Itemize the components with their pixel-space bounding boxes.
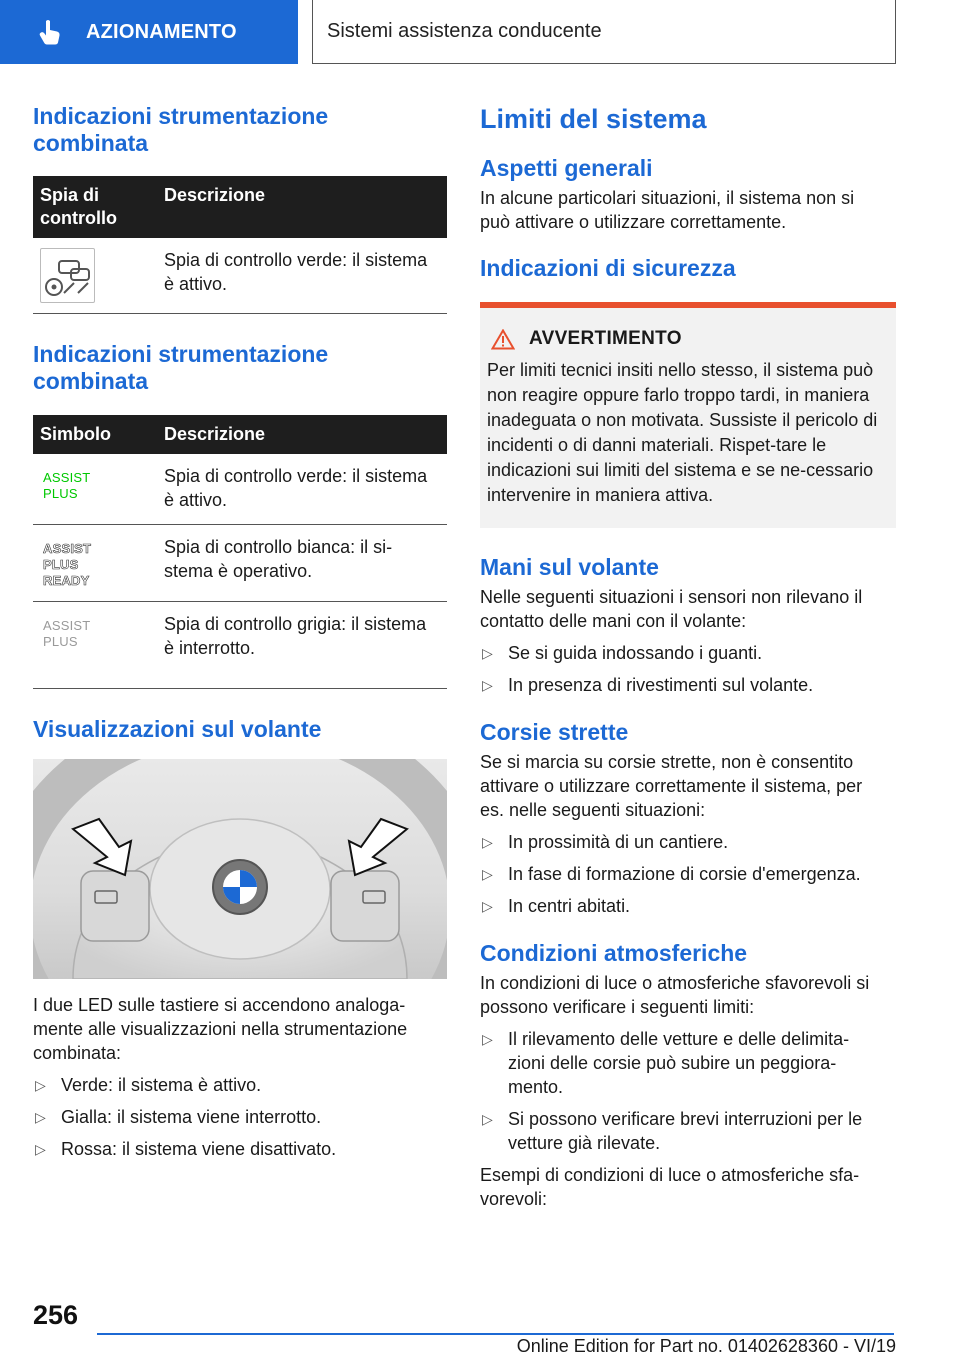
warning-triangle-icon — [491, 329, 515, 350]
assist-plus-green-icon: ASSIST PLUS — [43, 470, 91, 501]
triangle-bullet-icon: ▷ — [482, 1111, 493, 1127]
list-item: ▷ Verde: il sistema è attivo. — [35, 1075, 262, 1095]
list-item: ▷ Il rilevamento delle vetture e delle delimita-zioni delle corsie può subire un peggiora-mento. — [482, 1029, 850, 1097]
heading-visualizzazioni: Visualizzazioni sul volante — [33, 716, 322, 742]
heading-indicazioni-1: Indicazioni strumentazione combinata — [33, 103, 329, 156]
triangle-bullet-icon: ▷ — [482, 898, 493, 914]
table-cell — [33, 602, 157, 689]
heading-aspetti: Aspetti generali — [480, 155, 653, 181]
table-header: Descrizione — [157, 415, 447, 454]
table-row — [33, 602, 447, 689]
triangle-bullet-icon: ▷ — [482, 677, 493, 693]
table-header: Spia di controllo — [33, 176, 157, 238]
list-item: ▷ In centri abitati. — [482, 896, 631, 916]
table-cell: Spia di controllo verde: il sistema è attivo. — [157, 454, 447, 525]
table-cell — [33, 525, 157, 602]
triangle-bullet-icon: ▷ — [482, 834, 493, 850]
indicator-table-2 — [33, 415, 447, 689]
assist-plus-grey-icon: ASSIST PLUS — [43, 618, 91, 649]
table-cell: Spia di controllo grigia: il sistema è interrotto. — [157, 602, 447, 689]
table-cell: Spia di controllo verde: il sistema è attivo. — [157, 238, 447, 314]
table-row — [33, 454, 447, 525]
section-header — [312, 0, 896, 64]
mani-text: Nelle seguenti situazioni i sensori non rilevano il contatto delle mani con il volante: — [480, 587, 863, 631]
heading-condizioni: Condizioni atmosferiche — [480, 940, 748, 966]
list-item: ▷ Gialla: il sistema viene interrotto. — [35, 1107, 322, 1127]
indicator-table-1 — [33, 176, 447, 314]
corsie-text: Se si marcia su corsie strette, non è consentito attivare o utilizzare correttamente il sistema, per es. nelle seguenti situazioni: — [480, 752, 863, 820]
triangle-bullet-icon: ▷ — [35, 1109, 46, 1125]
list-item: ▷ Rossa: il sistema viene disattivato. — [35, 1139, 337, 1159]
heading-mani: Mani sul volante — [480, 554, 659, 580]
list-item: ▷ Se si guida indossando i guanti. — [482, 643, 763, 663]
list-item: ▷ In fase di formazione di corsie d'emergenza. — [482, 864, 861, 884]
aspetti-text: In alcune particolari situazioni, il sistema non si può attivare o utilizzare correttamente. — [480, 188, 855, 232]
condizioni-text-2: Esempi di condizioni di luce o atmosferiche sfa-vorevoli: — [480, 1165, 860, 1209]
warning-box — [480, 302, 896, 528]
heading-indicazioni-2: Indicazioni strumentazione combinata — [33, 341, 329, 394]
table-cell — [33, 238, 157, 314]
lane-keeping-icon — [40, 248, 95, 303]
page-number: 256 — [33, 1300, 79, 1330]
table-cell — [33, 454, 157, 525]
left-column — [33, 103, 447, 1161]
table-row — [33, 525, 447, 602]
triangle-bullet-icon: ▷ — [35, 1077, 46, 1093]
table-header: Simbolo — [33, 415, 157, 454]
chapter-title: AZIONAMENTO — [86, 20, 237, 43]
list-item: ▷ In presenza di rivestimenti sul volante. — [482, 675, 814, 695]
heading-corsie: Corsie strette — [480, 719, 629, 745]
heading-sicurezza: Indicazioni di sicurezza — [480, 255, 736, 281]
warning-title: AVVERTIMENTO — [529, 328, 682, 349]
heading-limiti: Limiti del sistema — [480, 104, 707, 134]
triangle-bullet-icon: ▷ — [482, 1031, 493, 1047]
condizioni-text: In condizioni di luce o atmosferiche sfavorevoli si possono verificare i seguenti limiti: — [480, 973, 870, 1017]
table-cell: Spia di controllo bianca: il si-stema è operativo. — [157, 525, 447, 602]
led-bullet-list — [33, 1073, 447, 1161]
chapter-tab — [0, 0, 298, 64]
right-column — [480, 103, 896, 1211]
steering-wheel-image — [33, 759, 447, 979]
table-row — [33, 238, 447, 314]
assist-plus-ready-white-icon: ASSIST PLUS READY — [43, 541, 92, 588]
list-item: ▷ In prossimità di un cantiere. — [482, 832, 729, 852]
hand-pointer-icon — [36, 18, 64, 46]
list-item: ▷ Si possono verificare brevi interruzioni per le vetture già rilevate. — [482, 1109, 863, 1153]
triangle-bullet-icon: ▷ — [35, 1141, 46, 1157]
corsie-bullet-list — [480, 830, 896, 918]
triangle-bullet-icon: ▷ — [482, 866, 493, 882]
footer-edition: Online Edition for Part no. 01402628360 - VI/19 — [516, 1336, 896, 1356]
triangle-bullet-icon: ▷ — [482, 645, 493, 661]
mani-bullet-list — [480, 641, 896, 697]
condizioni-bullet-list — [480, 1027, 880, 1155]
section-title: Sistemi assistenza conducente — [327, 20, 602, 42]
table-header: Descrizione — [157, 176, 447, 238]
led-paragraph: I due LED sulle tastiere si accendono analoga-mente alle visualizzazioni nella strumentazione combinata: — [33, 995, 408, 1063]
warning-text: Per limiti tecnici insiti nello stesso, il sistema può non reagire oppure farlo troppo tardi, in maniera inadeguata o non motivata. Sussiste il pericolo di incidenti o di danni materiali. Rispet-tare le indicazioni sui limiti del sistema e se ne-cessario intervenire in maniera attiva. — [487, 360, 878, 505]
